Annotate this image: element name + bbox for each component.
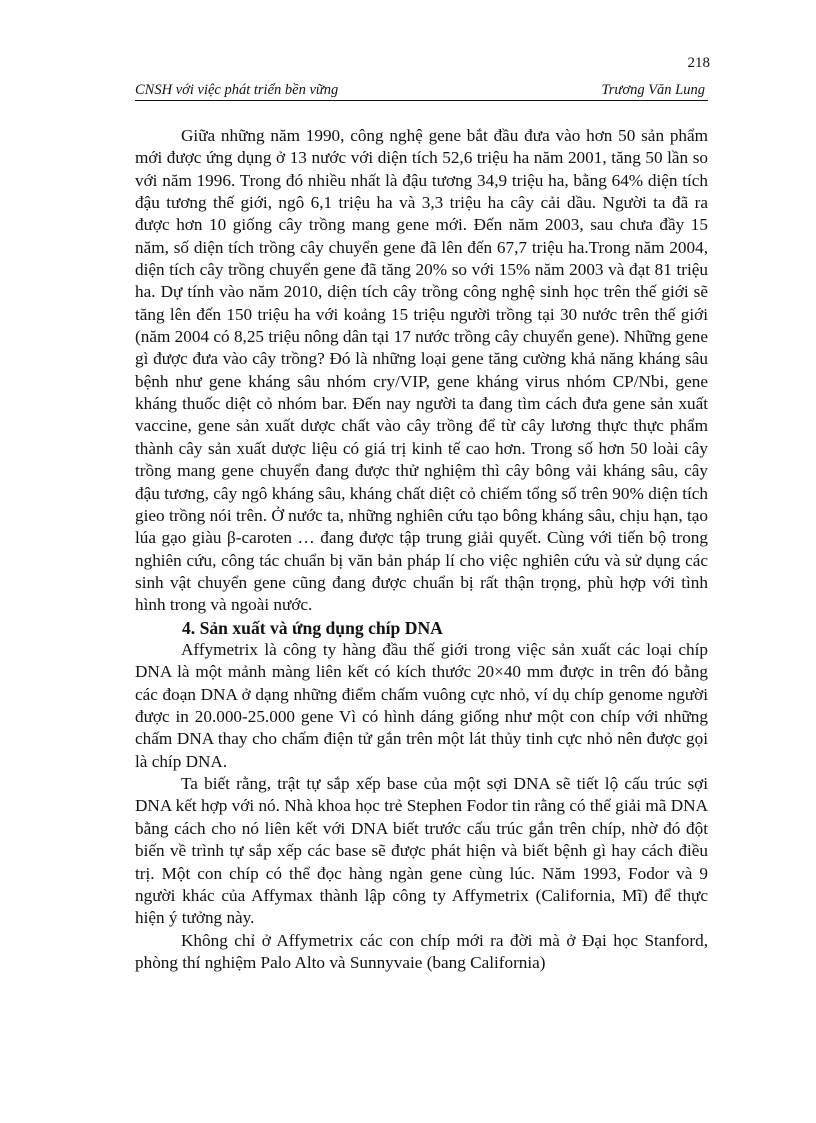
running-header: [135, 80, 708, 101]
header-book-title: CNSH với việc phát triển bền vững: [135, 82, 339, 98]
section-heading-dna-chip: 4. Sản xuất và ứng dụng chíp DNA: [182, 617, 443, 638]
paragraph-stanford: Không chỉ ở Affymetrix các con chíp mới ra đời mà ở Đại học Stanford, phòng thí nghiệm Palo Alto và Sunnyvaie (bang California): [135, 930, 708, 972]
paragraph-fodor: Ta biết rằng, trật tự sắp xếp base của một sợi DNA sẽ tiết lộ cấu trúc sợi DNA kết hợp với nó. Nhà khoa học trẻ Stephen Fodor tin rằng có thể giải mã DNA bằng cách cho nó liên kết với DNA biết trước cấu trúc gắn trên chíp, nhờ đó đột biến về trình tự sắp xếp các base sẽ được phát hiện và biết bệnh gì hay cách điều trị. Một con chíp có thể đọc hàng ngàn gene cùng lúc. Năm 1993, Fodor và 9 người khác của Affymax thành lập công ty Affymetrix (California, Mĩ) để thực hiện ý tưởng này.: [135, 774, 708, 928]
page-number: 218: [687, 55, 710, 71]
page-body: [135, 125, 708, 974]
paragraph-gm-crops: Giữa những năm 1990, công nghệ gene bắt đầu đưa vào hơn 50 sản phẩm mới được ứng dụng ở 13 nước với diện tích 52,6 triệu ha năm 2001, tăng 50 lần so với năm 1996. Trong đó nhiều nhất là đậu tương 34,9 triệu ha, bằng 64% diện tích đậu tương thế giới, ngô 6,1 triệu ha và 3,3 triệu ha cây cải dầu. Người ta đã ra được hơn 10 giống cây trồng mang gene mới. Đến năm 2003, sau chưa đầy 15 năm, số diện tích trồng cây chuyển gene đã lên đến 67,7 triệu ha.Trong năm 2004, diện tích cây trồng chuyển gene đã tăng 20% so với 15% năm 2003 và đạt 81 triệu ha. Dự tính vào năm 2010, diện tích cây trồng công nghệ sinh học trên thế giới sẽ tăng lên đến 150 triệu ha với koảng 15 triệu người trồng tại 30 nước trên thế giới (năm 2004 có 8,25 triệu nông dân tại 17 nước trồng cây chuyển gene). Những gene gì được đưa vào cây trồng? Đó là những loại gene tăng cường khả năng kháng sâu bệnh như gene kháng sâu nhóm cry/VIP, gene kháng virus nhóm CP/Nbi, gene kháng thuốc diệt cỏ nhóm bar. Đến nay người ta đang tìm cách đưa gene sản xuất vaccine, gene sản xuất dược chất vào cây trồng để từ cây lương thực thực phẩm thành cây sản xuất dược liệu có giá trị kinh tế cao hơn. Trong số hơn 50 loài cây trồng mang gene chuyển đang được thử nghiệm thì cây bông vải kháng sâu, cây đậu tương, cây ngô kháng sâu, kháng chất diệt cỏ chiếm tổng số trên 90% diện tích gieo trồng nói trên. Ở nước ta, những nghiên cứu tạo bông kháng sâu, chịu hạn, tạo lúa gạo giàu β-caroten … đang được tập trung giải quyết. Cùng với tiến bộ trong nghiên cứu, công tác chuẩn bị văn bản pháp lí cho việc nghiên cứu và sử dụng các sinh vật chuyển gene cũng đang được chuẩn bị rất thận trọng, phù hợp với tình hình trong và ngoài nước.: [135, 126, 708, 615]
header-author: Trương Văn Lung: [601, 82, 705, 98]
paragraph-affymetrix: Affymetrix là công ty hàng đầu thế giới trong việc sản xuất các loại chíp DNA là một mảnh màng liên kết có kích thước 20×40 mm được in trên đó bằng các đoạn DNA ở dạng những điểm chấm vuông cực nhỏ, ví dụ chíp genome người được in 20.000-25.000 gene Vì có hình dáng giống như một con chíp với những chấm DNA thay cho chấm điện tử gắn trên một lát thủy tinh cực nhỏ nên được gọi là chíp DNA.: [135, 640, 708, 771]
